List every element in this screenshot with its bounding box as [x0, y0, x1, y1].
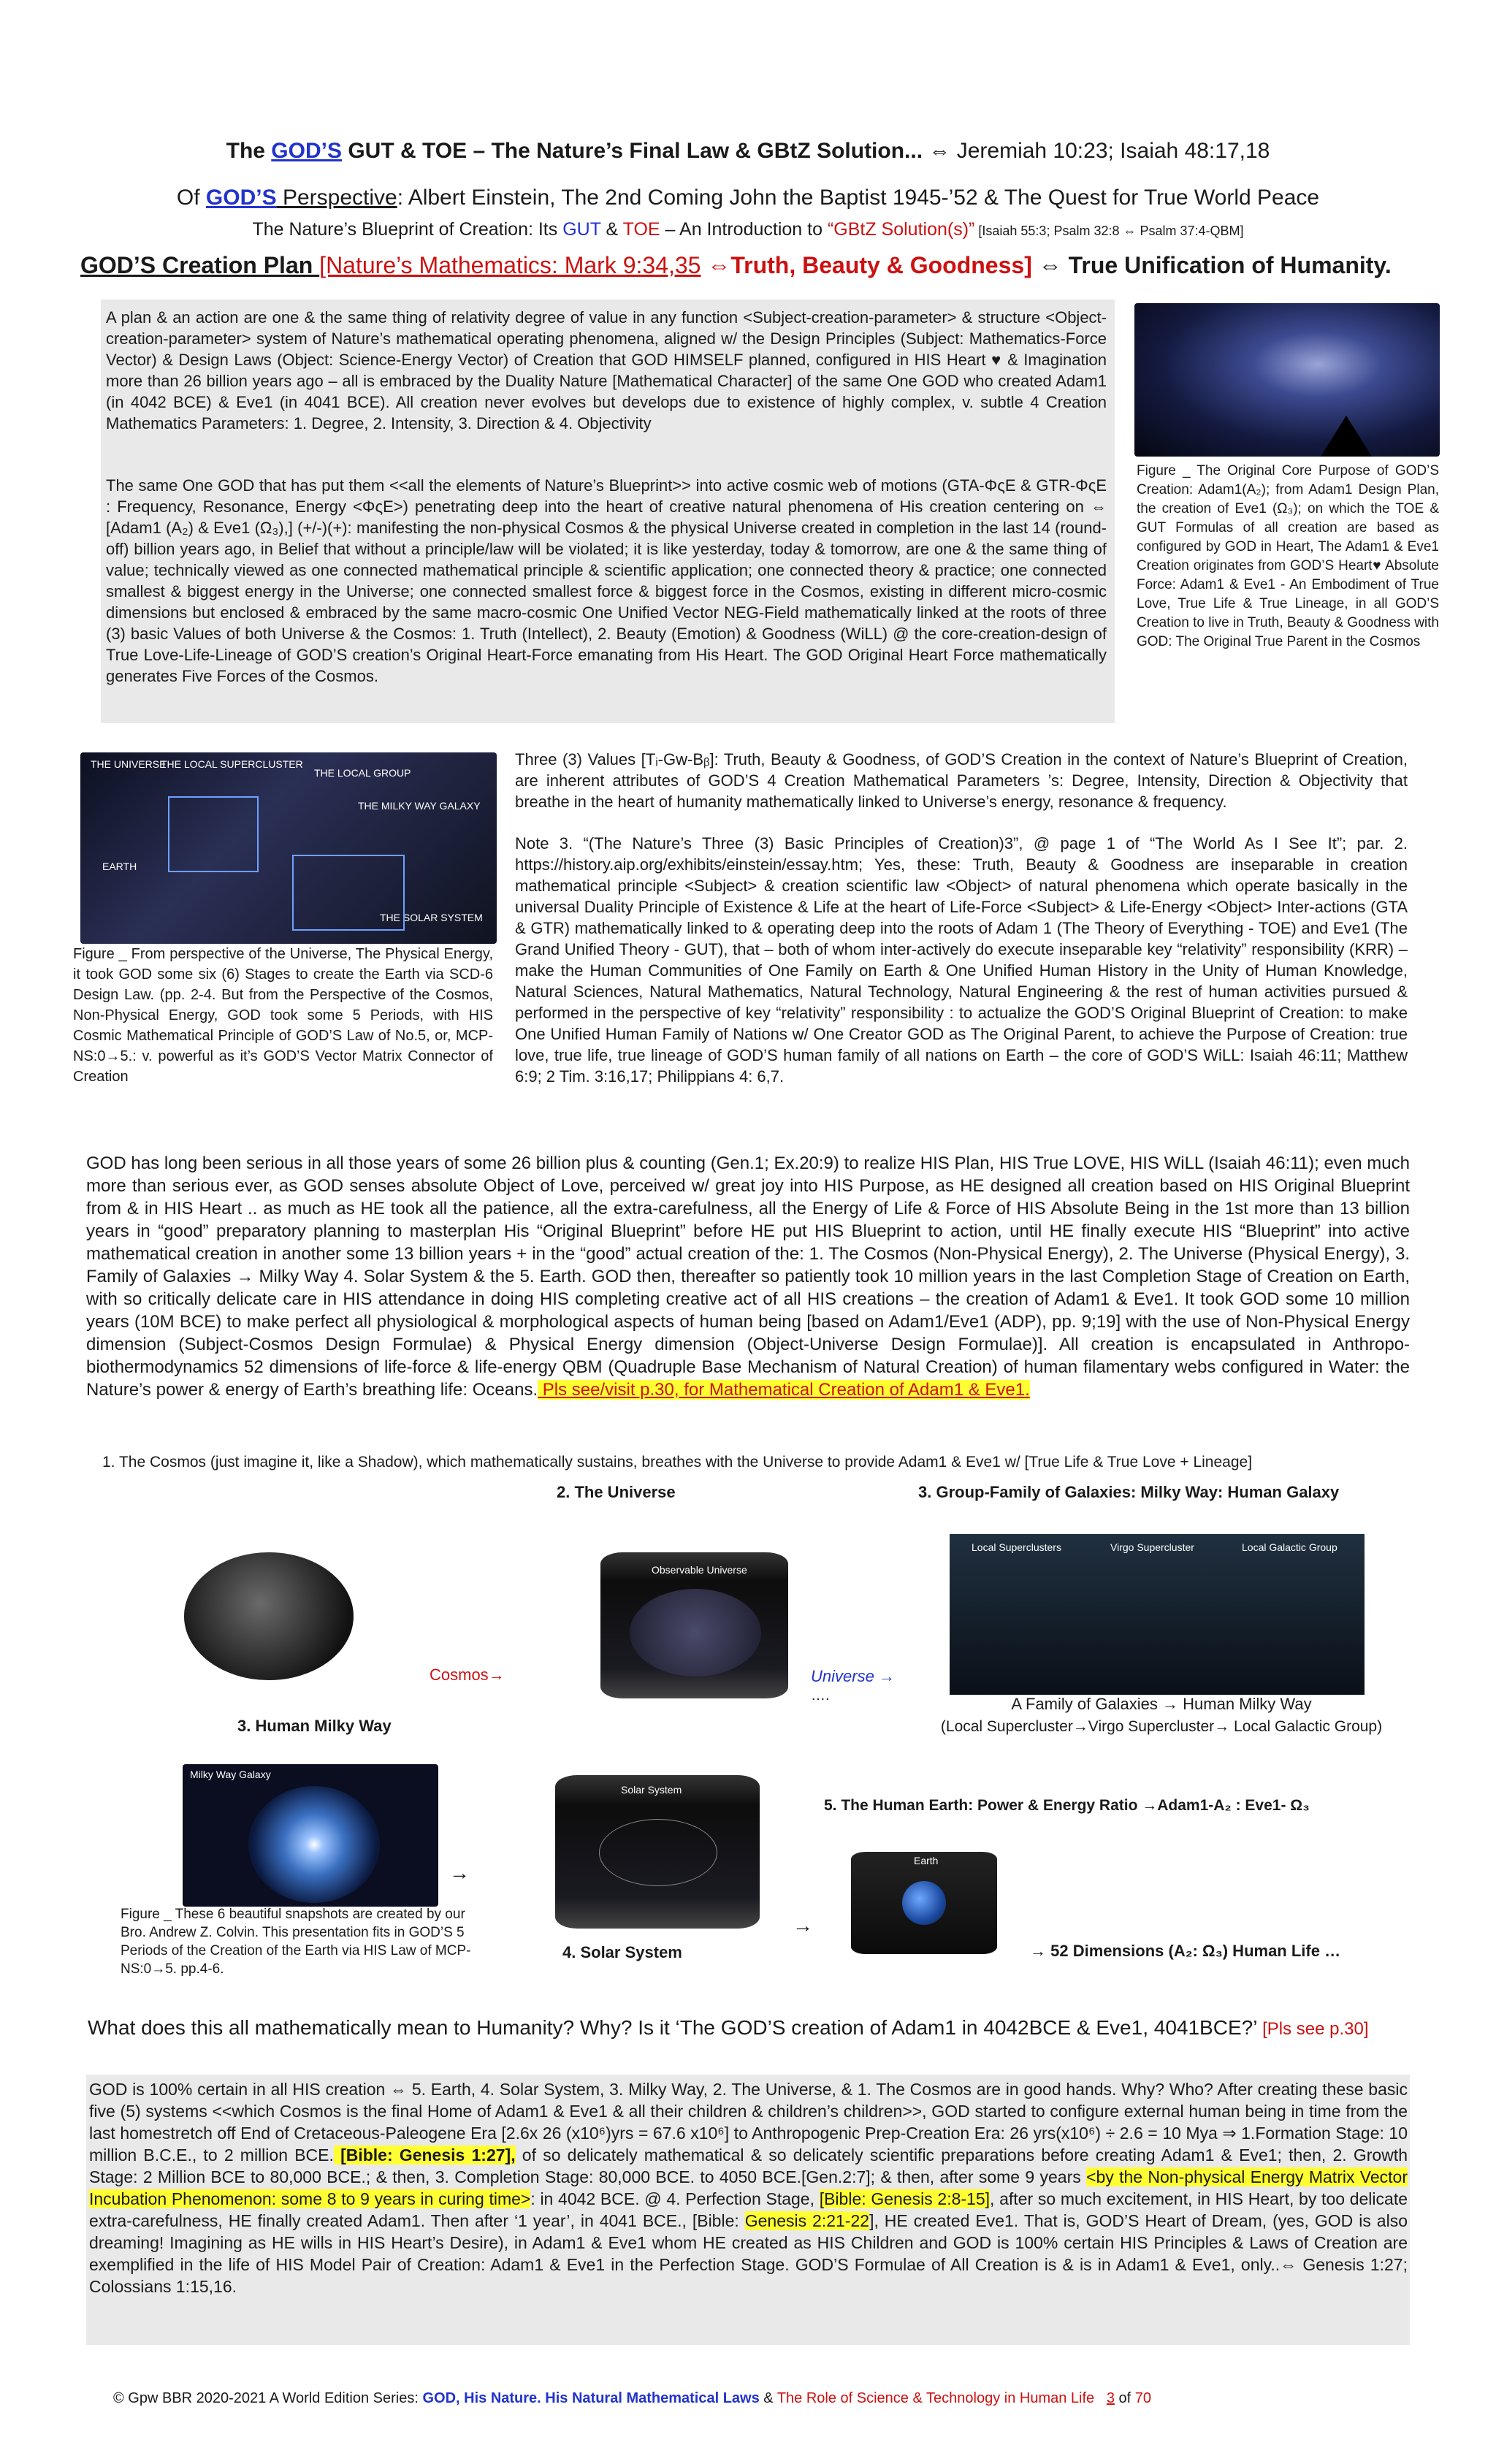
universe-scale-image: [80, 752, 497, 944]
img-label: Solar System: [621, 1784, 682, 1796]
family-line-1: A Family of Galaxies → Human Milky Way: [1011, 1695, 1312, 1713]
mountain-silhouette-icon: [1321, 405, 1372, 457]
solar-system-image: [555, 1775, 760, 1929]
arrow-icon: →: [793, 1914, 813, 1937]
img-label: THE LOCAL SUPERCLUSTER: [161, 758, 303, 770]
cosmos-sphere-image: [184, 1552, 354, 1680]
img-label: Virgo Supercluster: [1110, 1541, 1194, 1553]
img-label: THE MILKY WAY GALAXY: [358, 800, 481, 812]
earth-image: [851, 1852, 997, 1954]
intro-paragraph-1: A plan & an action are one & the same thing of relativity degree of value in any function <Subject-creation-parameter> & structure <Object-creation-parameter> system of Nature’s mathematical operating phenomena, aligned w/ the Design Principles (Subject: Mathematics-Force Vector) & Design Laws (Object: Science-Energy Vector) of Creation that GOD HIMSELF planned, configured in HIS Heart ♥ & Imagination more than 26 billion years ago – all is embraced by the Duality Nature [Mathematical Character] of the same One GOD who created Adam1 (in 4042 BCE) & Eve1 (in 4041 BCE). All creation never evolves but develops due to existence of highly complex, v. subtle 4 Creation Mathematics Parameters: 1. Degree, 2. Intensity, 3. Direction & 4. Objectivity: [106, 308, 1107, 432]
page-header-line3: The Nature’s Blueprint of Creation: Its GUT & TOE – An Introduction to “GBtZ Solution(s)” [Isaiah 55:3; Psalm 32:8 ⇔ Psalm 37:4-QBM]: [252, 219, 1244, 240]
main-paragraph: GOD has long been serious in all those years of some 26 billion plus & counting (Gen.1; Ex.20:9) to realize HIS Plan, HIS True LOVE, HIS WiLL (Isaiah 46:11); even much more than serious ever, as GOD senses absolute Object of Love, perceived w/ great joy into HIS Purpose, as HE designed all creation based on HIS Original Blueprint from & in HIS Heart .. as much as HE took all the patience, all the extra-carefulness, all the Energy of Life & Force of HIS Absolute Being in the 1st more than 13 billion years in “good” preparatory planning to masterplan His “Original Blueprint” before HE put HIS Blueprint to action, until HE finally execute HIS “Blueprint” into active mathematical creation in another some 13 billion years + in the “good” actual creation of the: 1. The Cosmos (Non-Physical Energy), 2. The Universe (Physical Energy), 3. Family of Galaxies → Milky Way 4. Solar System & the 5. Earth. GOD then, thereafter so patiently took 10 million years in the last Completion Stage of Creation on Earth, with so critically delicate care in HIS attendance in doing HIS completing creative act of all HIS creations – the creation of Adam1 & Eve1. It took GOD some 10 million years (10M BCE) to make perfect all physiological & morphological aspects of human being [based on Adam1/Eve1 (ADP), pp. 9;19] with the use of Non-Physical Energy dimension (Subject-Cosmos Design Formulae) & Physical Energy dimension (Object-Universe Design Formulae)]. All creation is encapsulated in Anthropo-biothermodynamics 52 dimensions of life-force & life-energy QBM (Quadruple Base Mechanism of Natural Creation) of human filamentary webs configured in Water: the Nature’s power & energy of Earth’s breathing life: Oceans. Pls see/visit p.30, for Mathematical Creation of Adam1 & Eve1.: [86, 1153, 1410, 1400]
main-paragraph-highlight: Pls see/visit p.30, for Mathematical Creation of Adam1 & Eve1.: [538, 1380, 1030, 1400]
universe-heading: 2. The Universe: [557, 1483, 676, 1501]
img-label: Earth: [914, 1855, 939, 1866]
page-header-creation-plan: GOD’S Creation Plan [Nature’s Mathematics: Mark 9:34,35 ⇔Truth, Beauty & Goodness] ⇔ True Unification of Humanity.: [80, 252, 1392, 278]
universe-arrow-label: Universe →: [811, 1667, 895, 1685]
family-line-2: (Local Supercluster→Virgo Supercluster→ Local Galactic Group): [940, 1718, 1383, 1735]
human-earth-label: 5. The Human Earth: Power & Energy Ratio →Adam1-A₂ : Eve1- Ω₃: [824, 1797, 1310, 1814]
universe-glow: [630, 1589, 761, 1677]
universe-image: [600, 1552, 788, 1698]
img-label: Observable Universe: [652, 1564, 747, 1576]
cosmos-arrow-label: Cosmos→: [430, 1666, 505, 1684]
page-number: 3: [1106, 2390, 1115, 2406]
galaxies-heading: 3. Group-Family of Galaxies: Milky Way: Human Galaxy: [918, 1483, 1340, 1501]
dimensions-label: → 52 Dimensions (A₂: Ω₃) Human Life …: [1030, 1942, 1341, 1960]
arrow-icon: →: [449, 1861, 470, 1884]
human-milky-way-label: 3. Human Milky Way: [237, 1717, 392, 1735]
galaxy-family-image: [950, 1534, 1365, 1695]
img-label: Local Superclusters: [972, 1541, 1061, 1553]
img-label: THE LOCAL GROUP: [314, 767, 411, 779]
img-label: Local Galactic Group: [1242, 1541, 1337, 1553]
figure1-caption: Figure _ The Original Core Purpose of GOD’S Creation: Adam1(A₂); from Adam1 Design Plan, the creation of Eve1 (Ω₃); on which the TOE & GUT Formulas of all creation are based as configured by GOD in Heart, The Adam1 & Eve1 Creation originates from GOD’S Heart♥ Absolute Force: Adam1 & Eve1 - An Embodiment of True Love, True Life & True Lineage, in all GOD’S Creation to live in Truth, Beauty & Goodness with GOD: The Original True Parent in the Cosmos: [1137, 463, 1439, 649]
final-paragraph: GOD is 100% certain in all HIS creation ⇔ 5. Earth, 4. Solar System, 3. Milky Way, 2. The Universe, & 1. The Cosmos are in good hands. Why? Who? After creating these basic five (5) systems <<which Cosmos is the final Home of Adam1 & Eve1 & all their children & children’s children>>, GOD started to configure external human being in time from the last homestretch off End of Cretaceous-Paleogene Era [2.6x 26 (x10⁶)yrs = 67.6 x10⁶] to Anthropogenic Prep-Creation Era: 26 yrs(x10⁶) ÷ 2.6 = 10 Mya ⇒ 1.Formation Stage: 10 million B.C.E., to 2 million BCE. [Bible: Genesis 1:27], of so delicately mathematical & so delicately scientific preparations before creating Adam1 & Eve1; then, 2. Growth Stage: 2 Million BCE to 80,000 BCE.; & then, 3. Completion Stage: 80,000 BCE. to 4050 BCE.[Gen.2:7]; & then, after some 9 years <by the Non-physical Energy Matrix Vector Incubation Phenomenon: some 8 to 9 years in curing time>: in 4042 BCE. @ 4. Perfection Stage, [Bible: Genesis 2:8-15], after so much excitement, in HIS Heart, by too delicate extra-carefulness, HE finally created Adam1. Then after ‘1 year’, in 4041 BCE., [Bible: Genesis 2:21-22], HE created Eve1. That is, GOD’S Heart of Dream, (yes, GOD is also dreaming! Imagining as HE wills in HIS Heart’s Desire), in Adam1 & Eve1 whom HE created as HIS Children and GOD is 100% certain HIS Principles & Laws of Creation are exemplified in the life of HIS Model Pair of Creation: Adam1 & Eve1 in the Perfection Stage. GOD’S Formulae of All Creation is & is in Adam1 & Eve1, only..⇔ Genesis 1:27; Colossians 1:15,16.: [89, 2080, 1408, 2296]
orbit-ring: [599, 1819, 717, 1886]
solar-system-label: 4. Solar System: [562, 1943, 682, 1961]
galaxy-spiral: [248, 1786, 380, 1903]
figure2-caption: Figure _ From perspective of the Universe, The Physical Energy, it took GOD some six (6) Stages to create the Earth via SCD-6 Design Law. (pp. 2-4. But from the Perspective of the Cosmos, Non-Physical Energy, GOD took some 5 Periods, with HIS Cosmic Mathematical Principle of GOD’S Law of No.5, or, MCP-NS:0→5.: v. powerful as it’s GOD’S Vector Matrix Connector of Creation: [73, 946, 493, 1085]
dots: ….: [811, 1687, 830, 1704]
zoom-box: [168, 796, 259, 872]
question-line: What does this all mathematically mean to Humanity? Why? Is it ‘The GOD’S creation of Adam1 in 4042BCE & Eve1, 4041BCE?’ [Pls see p.30]: [88, 2016, 1369, 2039]
img-label: THE UNIVERSE: [91, 758, 167, 770]
note3-paragraph: Note 3. “(The Nature’s Three (3) Basic Principles of Creation)3”, @ page 1 of “The World As I See It”; par. 2. https://history.aip.org/exhibits/einstein/essay.htm; Yes, these: Truth, Beauty & Goodness are inseparable in creation mathematical principle <Subject> & creation scientific law <Object> of natural phenomena which operate basically in the universal Duality Principle of Existence & Life at the heart of Life-Force <Subject> & Life-Energy <Object> Inter-actions (GTA & GTR) mathematically linked to & operating deep into the roots of Adam 1 (The Theory of Everything - TOE) and Eve1 (The Grand Unified Theory - GUT), that – both of whom inter-actively do execute inseparable key “relativity” responsibility (KRR) – make the Human Communities of One Family on Earth & One Unified Human History in the Unity of Human Knowledge, Natural Sciences, Natural Mathematics, Natural Technology, Natural Engineering & the rest of human activities pursued & performed in the perspective of key “relativity” responsibility : to actualize the GOD’S Original Blueprint of Creation: to make One Unified Human Family of Nations w/ One Creator GOD as The Original Parent, to achieve the Purpose of Creation: true love, true life, true lineage of GOD’S human family of all nations on Earth – the core of GOD’S WiLL: Isaiah 46:11; Matthew 6:9; 2 Tim. 3:16,17; Philippians 4: 6,7.: [515, 834, 1408, 1086]
milky-way-galaxy-image: [183, 1764, 438, 1907]
intro-paragraph-2: The same One GOD that has put them <<all the elements of Nature’s Blueprint>> into active cosmic web of motions (GTA-ΦςE & GTR-ΦςE : Frequency, Resonance, Energy <ΦςE>) penetrating deep into the heart of creative natural phenomena of His creation centering on ⇔ [Adam1 (A₂) & Eve1 (Ω₃),] (+/-)(+): manifesting the non-physical Cosmos & the physical Universe created in completion in the last 14 (round-off) billion years ago, in Belief that without a principle/law will be violated; it is like yesterday, today & tomorrow, are one & the same thing of value; technically viewed as one connected mathematical principle & scientific application; one connected theory & practice; one connected smallest & biggest energy in the Universe; one connected smallest force & biggest force in the Cosmos, existing in different micro-cosmic dimensions but enclosed & embraced by the same macro-cosmic One Unified Vector NEG-Field mathematically linked at the roots of three (3) basic Values of both Universe & the Cosmos: 1. Truth (Intellect), 2. Beauty (Emotion) & Goodness (WiLL) @ the core-creation-design of True Love-Life-Lineage of GOD’S creation’s Original Heart-Force emanating from His Heart. The GOD Original Heart Force mathematically generates Five Forces of the Cosmos.: [106, 476, 1107, 685]
milky-way-photo: [1134, 303, 1440, 457]
earth-globe-icon: [902, 1881, 946, 1925]
img-label: THE SOLAR SYSTEM: [380, 912, 483, 923]
page-footer: © Gpw BBR 2020-2021 A World Edition Series: GOD, His Nature. His Natural Mathematical Laws & The Role of Science & Technology in Human Life 3 of 70: [113, 2390, 1151, 2406]
cosmos-item-1: 1. The Cosmos (just imagine it, like a Shadow), which mathematically sustains, breathes with the Universe to provide Adam1 & Eve1 w/ [True Life & True Love + Lineage]: [102, 1454, 1253, 1471]
figure3-caption: Figure _ These 6 beautiful snapshots are created by our Bro. Andrew Z. Colvin. This presentation fits in GOD’S 5 Periods of the Creation of the Earth via HIS Law of MCP-NS:0→5. pp.4-6.: [121, 1907, 471, 1977]
page-header-title: The GOD’S GUT & TOE – The Nature’s Final Law & GBtZ Solution... ⇔ Jeremiah 10:23; Isaiah 48:17,18: [226, 139, 1270, 163]
img-label: Milky Way Galaxy: [190, 1769, 271, 1780]
img-label: EARTH: [102, 861, 137, 872]
page-header-subtitle: Of GOD’S Perspective: Albert Einstein, The 2nd Coming John the Baptist 1945-’52 & The Quest for True World Peace: [176, 186, 1320, 210]
three-values-paragraph: Three (3) Values [Tᵢ-Gw-Bᵦ]: Truth, Beauty & Goodness, of GOD’S Creation in the context of Nature’s Blueprint of Creation, are inherent attributes of GOD’S 4 Creation Mathematical Parameters ’s: Degree, Intensity, Direction & Objectivity that breathe in the heart of humanity mathematically linked to Universe’s energy, resonance & frequency.: [515, 750, 1408, 811]
zoom-box: [292, 855, 405, 931]
